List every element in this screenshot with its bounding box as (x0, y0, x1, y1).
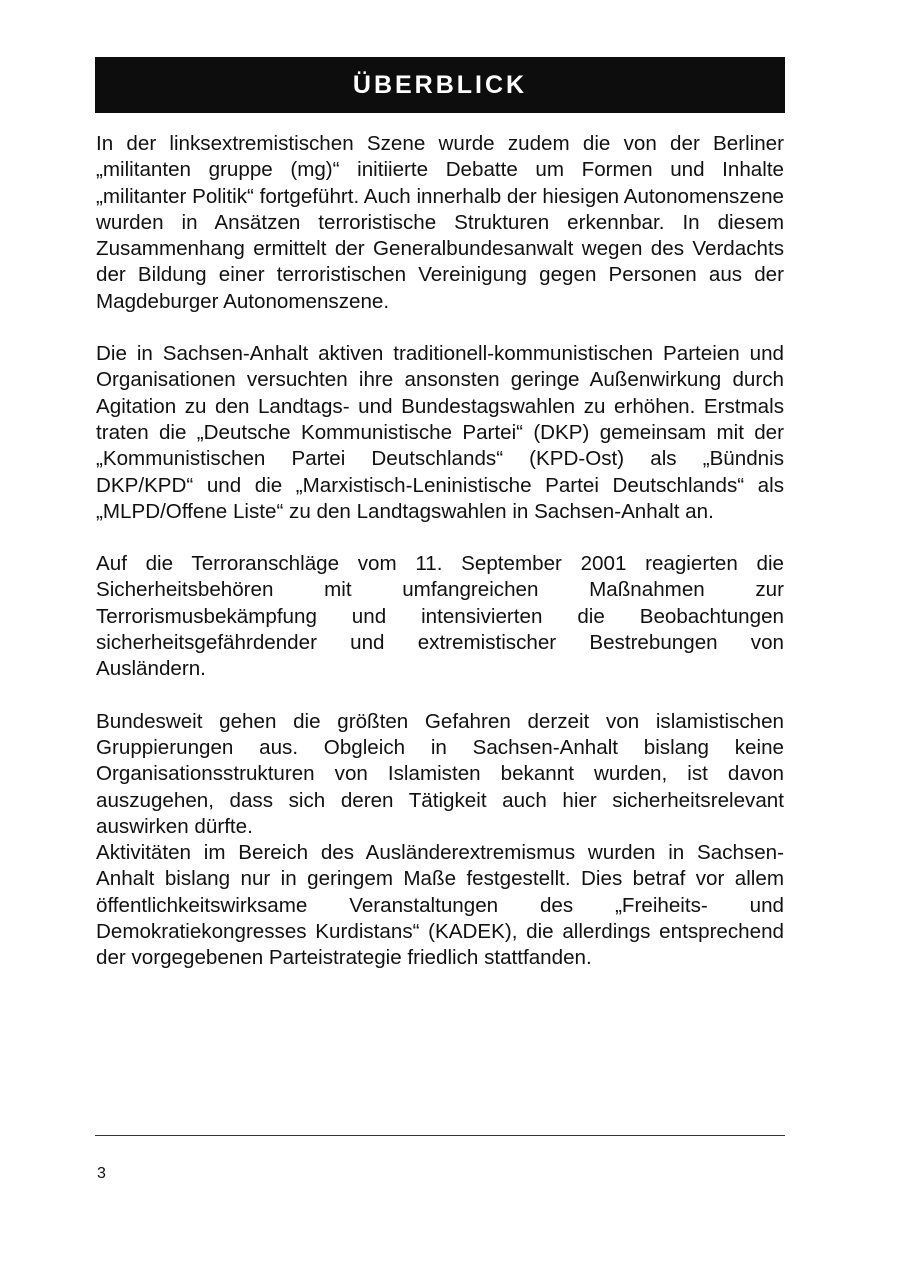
section-title: ÜBERBLICK (352, 70, 528, 99)
paragraph-communist-parties: Die in Sachsen-Anhalt aktiven traditionell-kommunistischen Parteien und Organisationen versuchten ihre ansonsten geringe Außenwirkung durch Agitation zu den Landtags- und Bundestagswahlen zu erhöhen. Erstmals traten die „Deutsche Kommunistische Partei“ (DKP) gemeinsam mit der „Kommunistischen Partei Deutschlands“ (KPD-Ost) als „Bündnis DKP/KPD“ und die „Marxistisch-Leninistische Partei Deutschlands“ als „MLPD/Offene Liste“ zu den Landtagswahlen in Sachsen-Anhalt an. (96, 342, 784, 523)
paragraph-islamist-groups: Bundesweit gehen die größten Gefahren derzeit von islamistischen Gruppierungen aus. Obgleich in Sachsen-Anhalt bislang keine Organisationsstrukturen von Islamisten bekannt wurden, ist davon auszugehen, dass sich deren Tätigkeit auch hier sicherheitsrelevant auswirken dürfte. (96, 709, 784, 838)
section-header-bar (95, 57, 785, 113)
paragraph-foreigner-extremism: Aktivitäten im Bereich des Ausländerextremismus wurden in Sachsen-Anhalt bislang nur in geringem Maße festgestellt. Dies betraf vor allem öffentlichkeitswirksame Veranstaltungen des „Freiheits- und Demokratiekongresses Kurdistans“ (KADEK), die allerdings entsprechend der vorgegebenen Parteistrategie friedlich stattfanden. (96, 841, 784, 970)
paragraph-left-extremism: In der linksextremistischen Szene wurde zudem die von der Berliner „militanten gruppe (mg)“ initiierte Debatte um Formen und Inhalte „militanter Politik“ fortgeführt. Auch innerhalb der hiesigen Autonomenszene wurden in Ansätzen terroristische Strukturen erkennbar. In diesem Zusammenhang ermittelt der Generalbundesanwalt wegen des Verdachts der Bildung einer terroristischen Vereinigung gegen Personen aus der Magdeburger Autonomenszene. (96, 132, 784, 313)
page-number: 3 (97, 1165, 106, 1182)
paragraph-terror-attacks: Auf die Terroranschläge vom 11. September 2001 reagierten die Sicherheitsbehören mit umfangreichen Maßnahmen zur Terrorismusbekämpfung und intensivierten die Beobachtungen sicherheitsgefährdender und extremistischer Bestrebungen von Ausländern. (96, 552, 784, 681)
footer-divider (95, 1135, 785, 1136)
body-text (96, 131, 784, 972)
